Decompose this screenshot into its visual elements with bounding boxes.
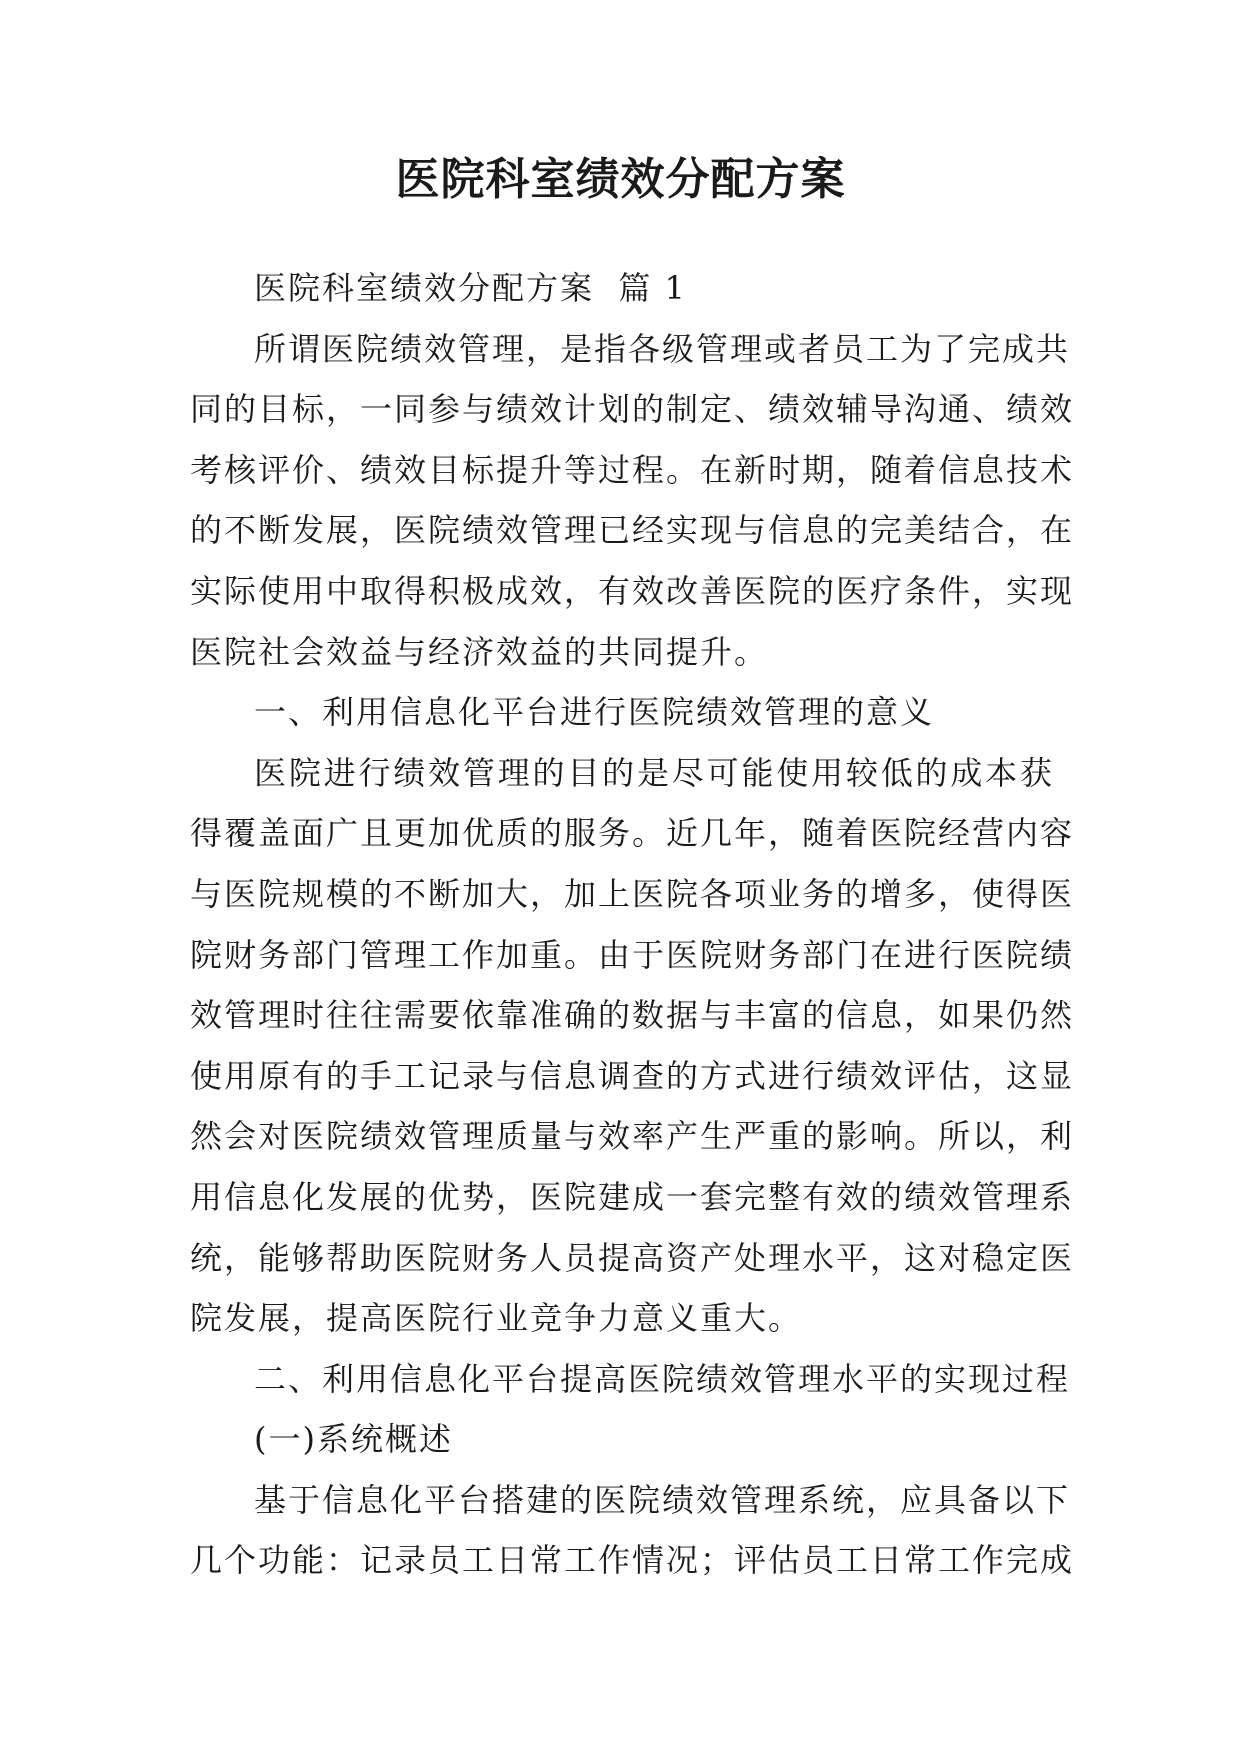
section-heading: 二、利用信息化平台提高医院绩效管理水平的实现过程: [254, 1359, 1071, 1398]
paragraph-line: 基于信息化平台搭建的医院绩效管理系统，应具备以下: [254, 1480, 1071, 1519]
paragraph-line: 效管理时往往需要依靠准确的数据与丰富的信息，如果仍然: [190, 996, 1075, 1035]
section-heading: 一、利用信息化平台进行医院绩效管理的意义: [254, 693, 935, 732]
paragraph-line: 几个功能：记录员工日常工作情况；评估员工日常工作完成: [190, 1541, 1075, 1580]
paragraph-line: 使用原有的手工记录与信息调查的方式进行绩效评估，这显: [190, 1056, 1075, 1095]
section-heading: 医院科室绩效分配方案 篇 1: [254, 269, 687, 307]
paragraph-line: 的不断发展，医院绩效管理已经实现与信息的完美结合，在: [190, 511, 1075, 550]
subsection-heading: (一)系统概述: [254, 1420, 453, 1459]
paragraph-line: 医院社会效益与经济效益的共同提升。: [190, 632, 769, 671]
document-title: 医院科室绩效分配方案: [395, 154, 846, 205]
paragraph-line: 用信息化发展的优势，医院建成一套完整有效的绩效管理系: [190, 1177, 1075, 1216]
paragraph-line: 与医院规模的不断加大，加上医院各项业务的增多，使得医: [190, 874, 1075, 913]
paragraph-line: 医院进行绩效管理的目的是尽可能使用较低的成本获: [254, 753, 1054, 792]
paragraph-line: 同的目标，一同参与绩效计划的制定、绩效辅导沟通、绩效: [190, 390, 1075, 429]
document-body: [190, 258, 1075, 1591]
paragraph-line: 然会对医院绩效管理质量与效率产生严重的影响。所以，利: [190, 1117, 1075, 1156]
paragraph-line: 院财务部门管理工作加重。由于医院财务部门在进行医院绩: [190, 935, 1075, 974]
paragraph-line: 所谓医院绩效管理，是指各级管理或者员工为了完成共: [254, 329, 1071, 368]
paragraph-line: 实际使用中取得积极成效，有效改善医院的医疗条件，实现: [190, 571, 1075, 610]
paragraph-line: 得覆盖面广且更加优质的服务。近几年，随着医院经营内容: [190, 814, 1075, 853]
paragraph-line: 院发展，提高医院行业竞争力意义重大。: [190, 1299, 803, 1338]
paragraph-line: 统，能够帮助医院财务人员提高资产处理水平，这对稳定医: [190, 1238, 1075, 1277]
paragraph-line: 考核评价、绩效目标提升等过程。在新时期，随着信息技术: [190, 450, 1075, 489]
